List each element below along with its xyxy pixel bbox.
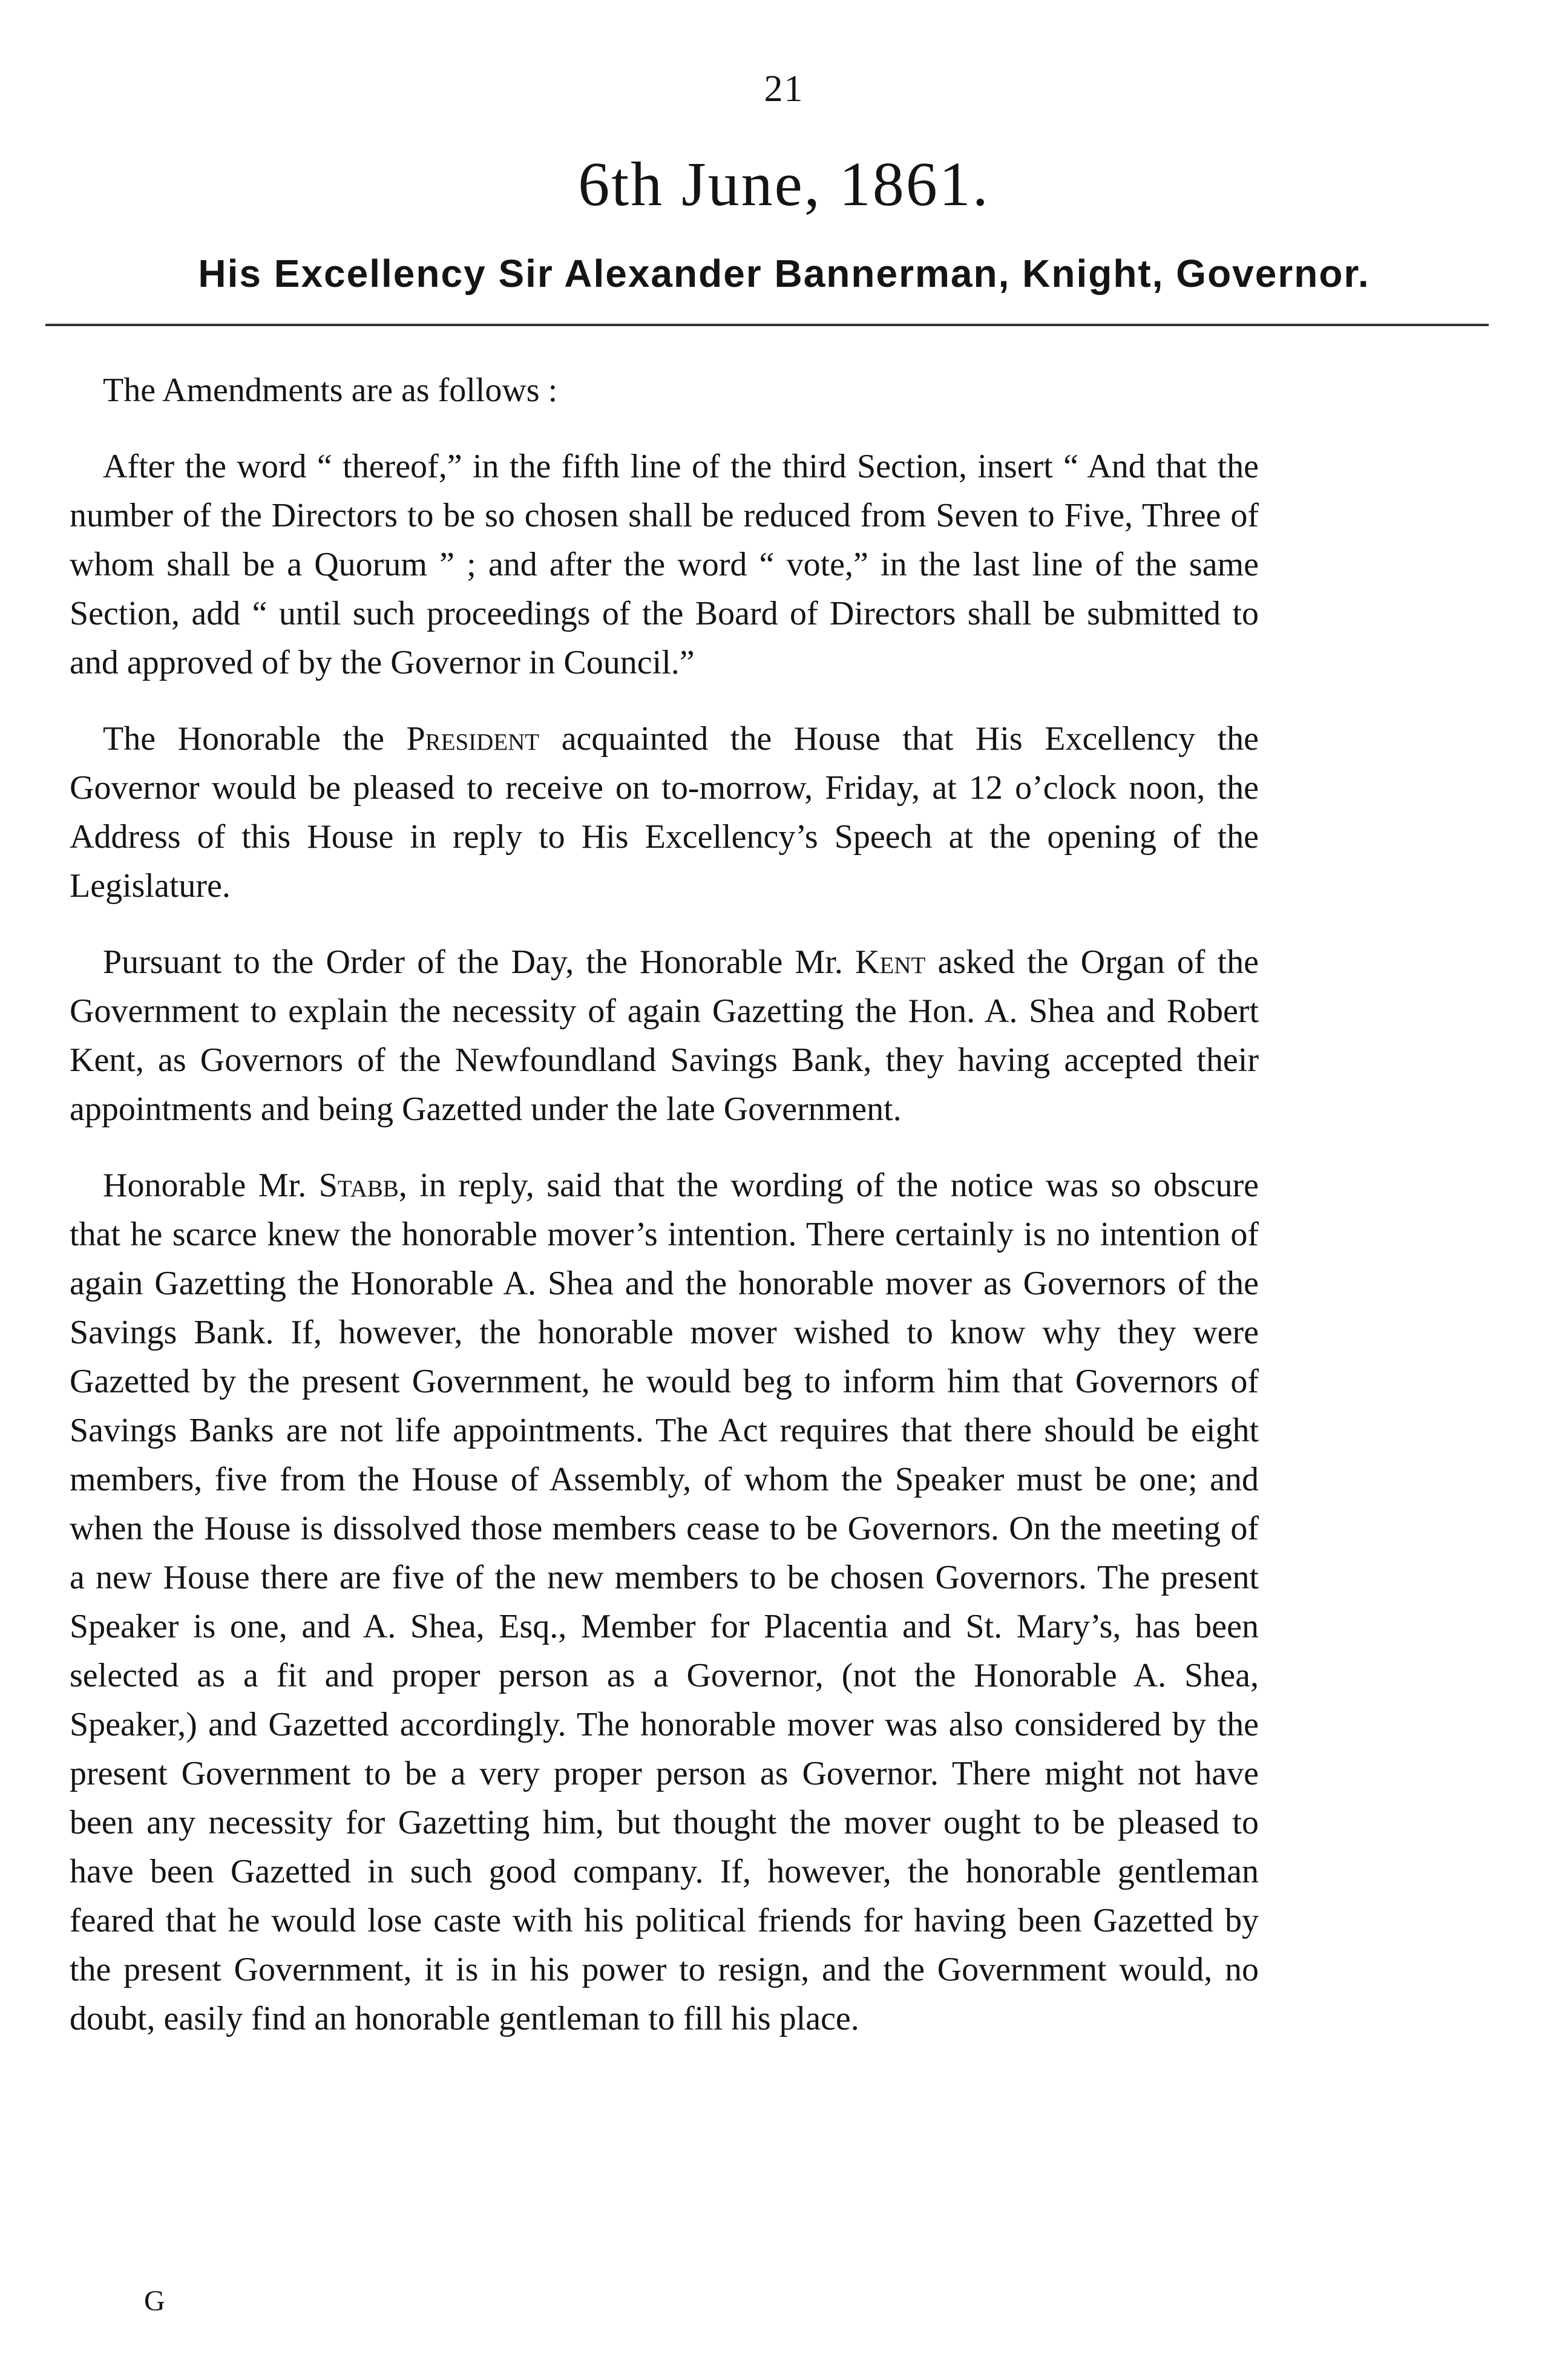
paragraph-text: The Honorable the: [103, 720, 407, 758]
paragraph-text: Pursuant to the Order of the Day, the Honorable Mr.: [103, 943, 856, 981]
signature-mark: G: [144, 2285, 165, 2317]
paragraph-text: acquainted the House that His Excellency the Governor would be pleased to receive on to-morrow, Friday, at 12 o’clock noon, the Address of this House in reply to His Excellency’s Speech at the opening of the Legislature.: [70, 720, 1259, 905]
paragraph-stabb: [70, 1161, 1259, 2043]
page-number: 21: [764, 68, 804, 110]
paragraph-text: , in reply, said that the wording of the notice was so obscure that he scarce knew the honorable mover’s intention. There certainly is no intention of again Gazetting the Honorable A. Shea and the honorable mover as Governors of the Savings Bank. If, however, the honorable mover wished to know why they were Gazetted by the present Government, he would beg to inform him that Governors of Savings Banks are not life appointments. The Act requires that there should be eight members, five from the House of Assembly, of whom the Speaker must be one; and when the House is dissolved those members cease to be Governors. On the meeting of a new House there are five of the new members to be chosen Governors. The present Speaker is one, and A. Shea, Esq., Member for Placentia and St. Mary’s, has been selected as a fit and proper person as a Governor, (not the Honorable A. Shea, Speaker,) and Gazetted accordingly. The honorable mover was also considered by the present Government to be a very proper person as Governor. There might not have been any necessity for Gazetting him, but thought the mover ought to be pleased to have been Gazetted in such good company. If, however, the honorable gentleman feared that he would lose caste with his political friends for having been Gazetted by the present Government, it is in his power to resign, and the Government would, no doubt, easily find an honorable gentleman to fill his place.: [70, 1167, 1259, 2037]
paragraph-text: Honorable Mr.: [103, 1167, 319, 1204]
paragraph-kent: [70, 938, 1259, 1134]
speaker-name: Stabb: [318, 1167, 399, 1204]
body-text: [70, 366, 1259, 2071]
paragraph-president: [70, 715, 1259, 911]
paragraph-amendments-intro: The Amendments are as follows :: [103, 372, 558, 409]
horizontal-rule: [45, 324, 1489, 326]
governor-line: His Excellency Sir Alexander Bannerman, Knight, Governor.: [198, 252, 1370, 295]
speaker-name: Kent: [855, 943, 926, 981]
date-heading: 6th June, 1861.: [578, 149, 990, 219]
speaker-name: President: [406, 720, 540, 758]
paragraph-text: asked the Organ of the Government to explain the necessity of again Gazetting the Hon. A. Shea and Robert Kent, as Governors of the Newfoundland Savings Bank, they having accepted their appointments and being Gazetted under the late Government.: [70, 943, 1259, 1128]
paragraph-amendments: After the word “ thereof,” in the fifth line of the third Section, insert “ And that the number of the Directors to be so chosen shall be reduced from Seven to Five, Three of whom shall be a Quorum ” ; and after the word “ vote,” in the last line of the same Section, add “ until such proceedings of the Board of Directors shall be submitted to and approved of by the Governor in Council.”: [70, 448, 1259, 681]
